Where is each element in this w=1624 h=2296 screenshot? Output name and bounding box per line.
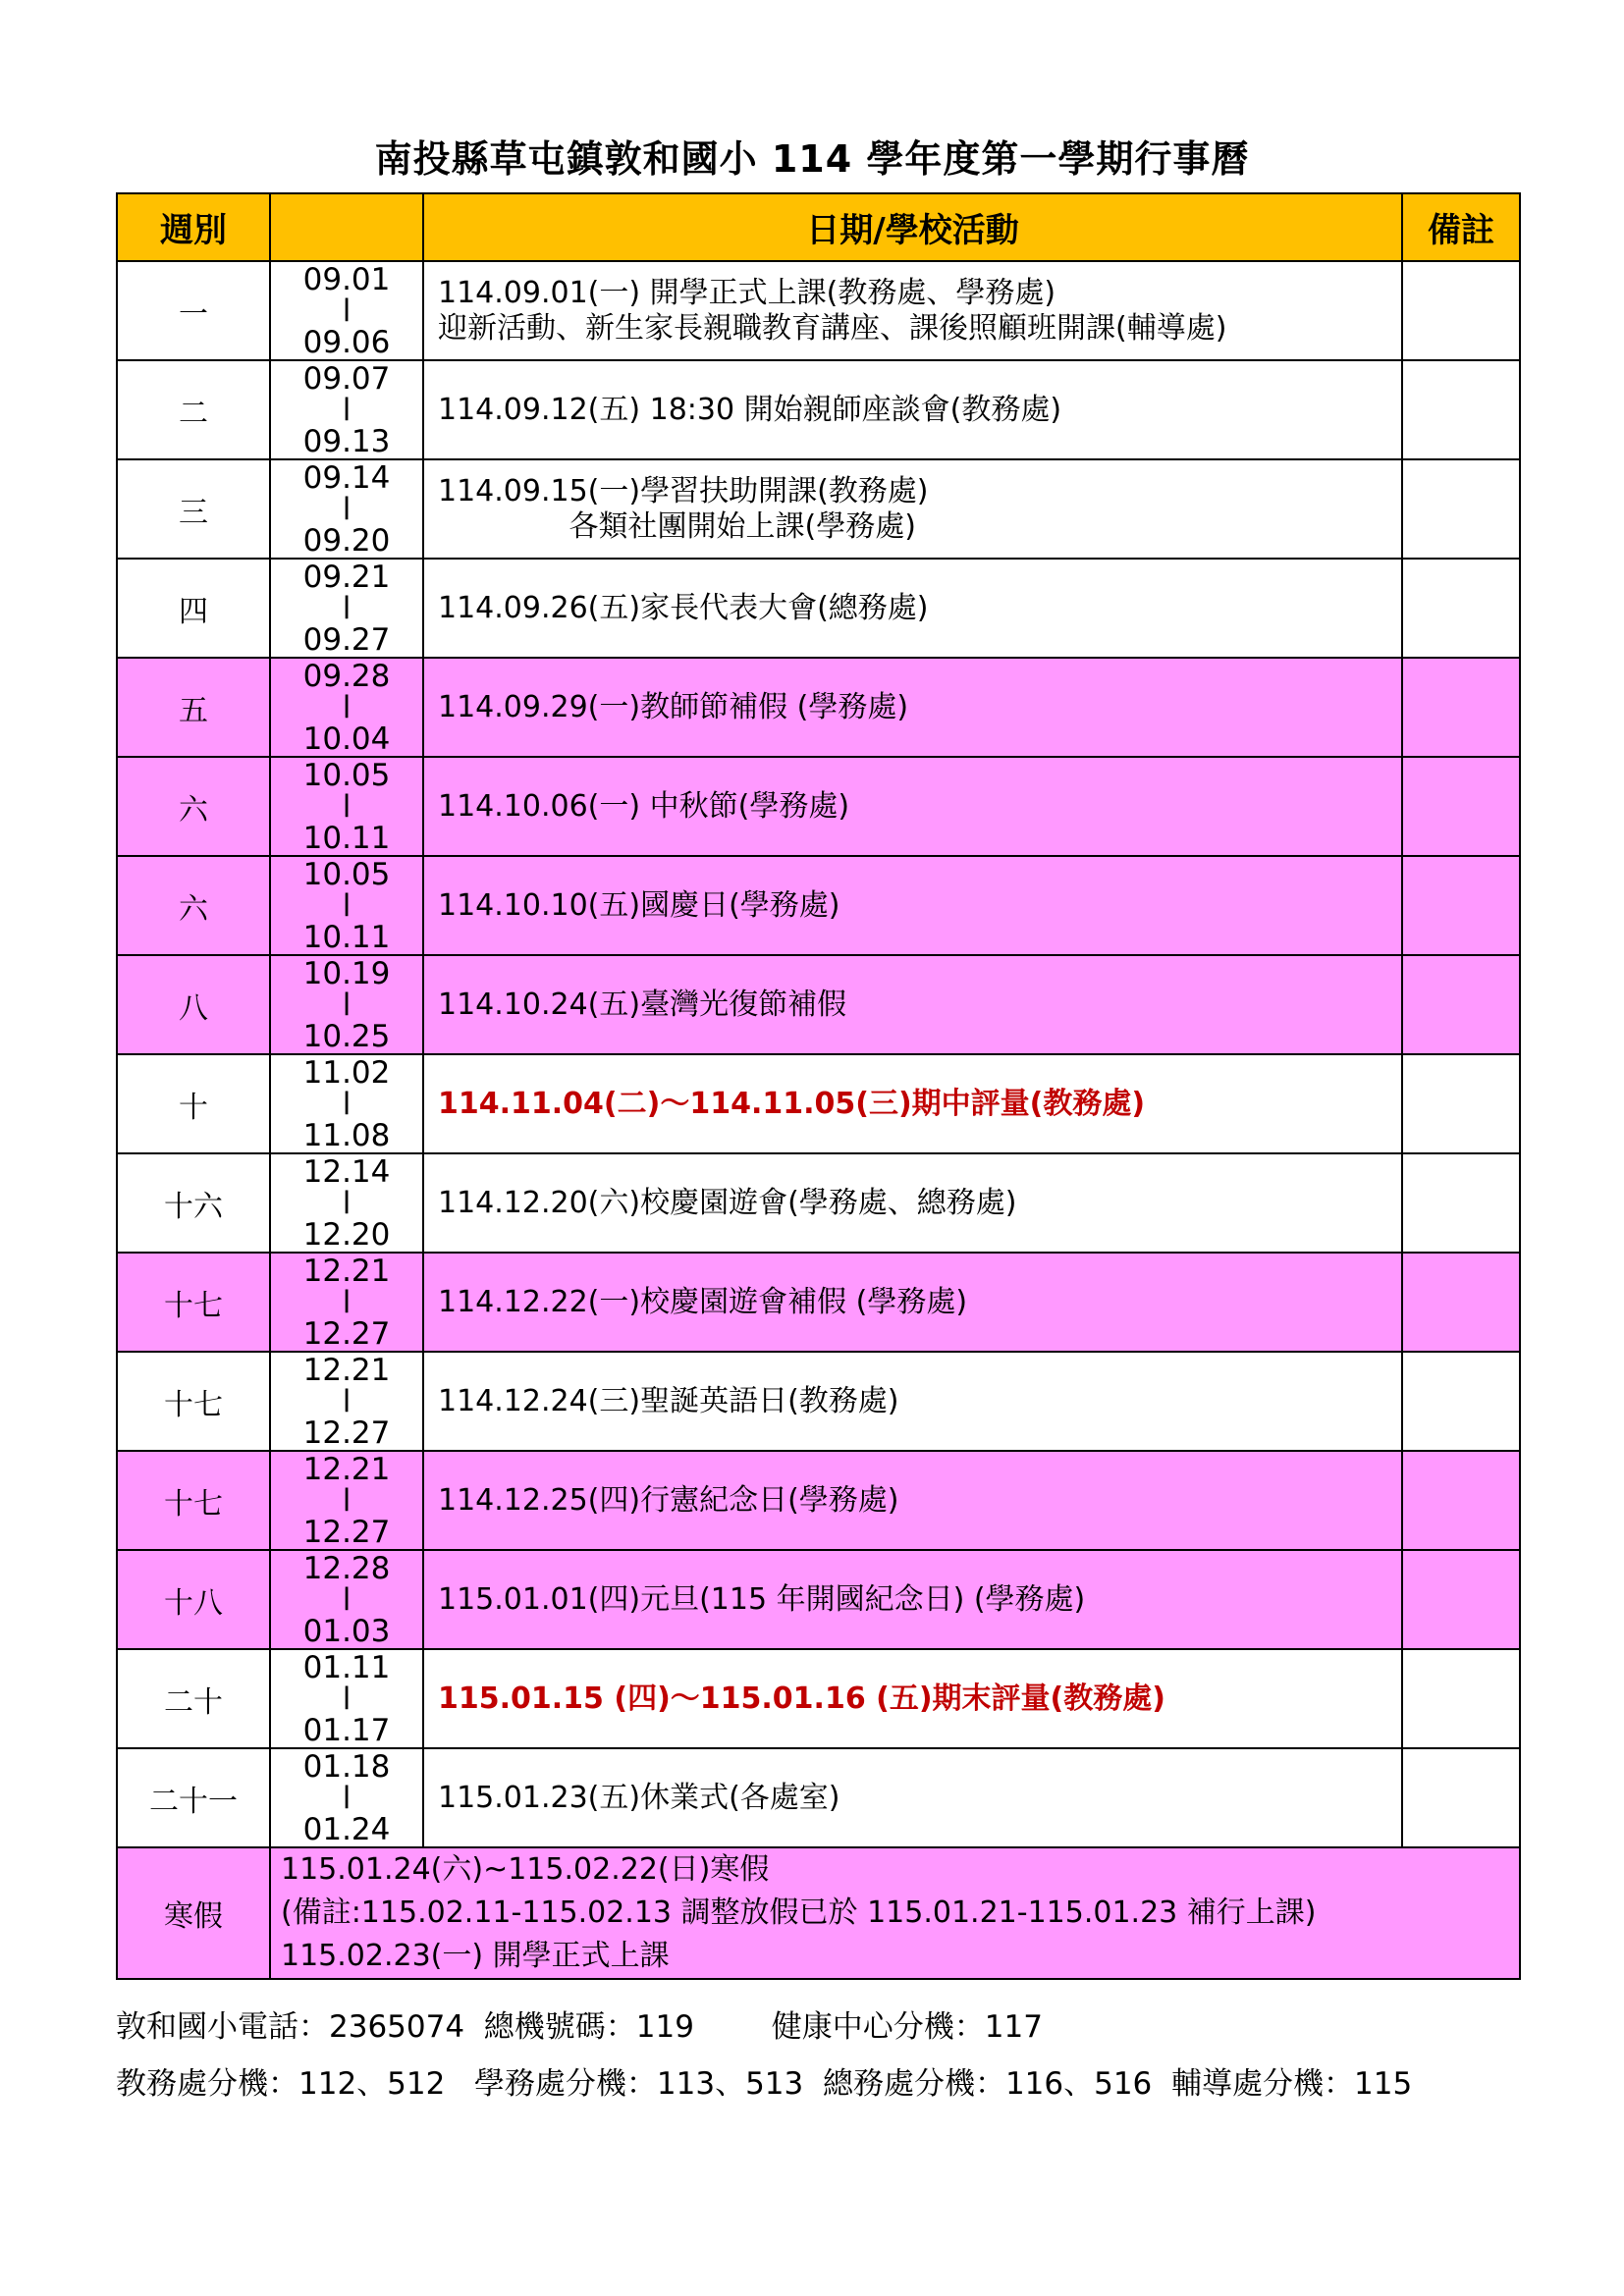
activity-cell: 114.12.20(六)校慶園遊會(學務處、總務處) <box>423 1153 1402 1253</box>
table-header-row <box>117 193 1520 261</box>
table-row <box>117 1649 1520 1748</box>
date-range-end: 12.27 <box>302 1415 391 1451</box>
table-row <box>117 658 1520 757</box>
note-cell <box>1402 360 1520 459</box>
date-range-sep: l <box>342 491 352 527</box>
week-cell: 十 <box>117 1054 270 1153</box>
table-row <box>117 955 1520 1054</box>
date-range-end: 09.27 <box>302 621 391 658</box>
week-cell: 三 <box>117 459 270 559</box>
note-cell <box>1402 1550 1520 1649</box>
date-range-cell <box>270 1649 423 1748</box>
winter-break-row <box>117 1847 1520 1979</box>
date-range-cell <box>270 955 423 1054</box>
note-cell <box>1402 955 1520 1054</box>
date-range-start: 12.21 <box>302 1352 391 1388</box>
winter-break-line2: (備註:115.02.11-115.02.13 調整放假已於 115.01.21-115.01.23 補行上課) <box>281 1896 1317 1930</box>
school-calendar-table <box>116 192 1521 1980</box>
date-range-end: 10.11 <box>302 919 391 955</box>
date-range-sep: l <box>342 1086 352 1122</box>
date-range-start: 12.14 <box>302 1153 391 1190</box>
date-range-end: 10.25 <box>302 1018 391 1054</box>
date-range-start: 01.18 <box>302 1748 391 1785</box>
header-activity: 日期/學校活動 <box>423 193 1402 261</box>
activity-cell: 114.09.12(五) 18:30 開始親師座談會(教務處) <box>423 360 1402 459</box>
week-cell: 十八 <box>117 1550 270 1649</box>
date-range-cell <box>270 757 423 856</box>
activity-cell: 114.10.10(五)國慶日(學務處) <box>423 856 1402 955</box>
date-range-start: 01.11 <box>302 1649 391 1685</box>
date-range-start: 10.19 <box>302 955 391 991</box>
table-row <box>117 856 1520 955</box>
date-range-cell <box>270 856 423 955</box>
date-range-cell <box>270 261 423 360</box>
date-range-start: 09.28 <box>302 658 391 694</box>
activity-cell: 114.09.26(五)家長代表大會(總務處) <box>423 559 1402 658</box>
week-cell: 一 <box>117 261 270 360</box>
table-body <box>117 261 1520 1979</box>
date-range-start: 11.02 <box>302 1054 391 1091</box>
week-cell: 八 <box>117 955 270 1054</box>
week-cell: 二十一 <box>117 1748 270 1847</box>
date-range-sep: l <box>342 1581 352 1618</box>
activity-cell: 114.10.06(一) 中秋節(學務處) <box>423 757 1402 856</box>
week-cell: 十七 <box>117 1352 270 1451</box>
date-range-end: 09.13 <box>302 423 391 459</box>
winter-break-line1: 115.01.24(六)~115.02.22(日)寒假 <box>281 1852 770 1887</box>
date-range-start: 09.07 <box>302 360 391 397</box>
activity-cell: 114.09.29(一)教師節補假 (學務處) <box>423 658 1402 757</box>
date-range-start: 12.28 <box>302 1550 391 1586</box>
date-range-start: 10.05 <box>302 757 391 793</box>
date-range-start: 12.21 <box>302 1253 391 1289</box>
activity-cell: 114.12.24(三)聖誕英語日(教務處) <box>423 1352 1402 1451</box>
date-range-start: 09.14 <box>302 459 391 496</box>
date-range-sep: l <box>342 987 352 1023</box>
header-note: 備註 <box>1402 193 1520 261</box>
note-cell <box>1402 856 1520 955</box>
activity-cell: 114.11.04(二)～114.11.05(三)期中評量(教務處) <box>423 1054 1402 1153</box>
winter-break-line3: 115.02.23(一) 開學正式上課 <box>281 1939 670 1973</box>
note-cell <box>1402 459 1520 559</box>
note-cell <box>1402 1352 1520 1451</box>
note-cell <box>1402 1054 1520 1153</box>
table-row <box>117 1451 1520 1550</box>
activity-cell: 114.10.24(五)臺灣光復節補假 <box>423 955 1402 1054</box>
date-range-cell <box>270 1451 423 1550</box>
week-cell: 五 <box>117 658 270 757</box>
date-range-cell <box>270 1352 423 1451</box>
date-range-cell <box>270 1153 423 1253</box>
date-range-end: 09.06 <box>302 324 391 360</box>
date-range-sep: l <box>342 1780 352 1816</box>
table-row <box>117 1352 1520 1451</box>
activity-cell: 114.12.25(四)行憲紀念日(學務處) <box>423 1451 1402 1550</box>
date-range-sep: l <box>342 1185 352 1221</box>
table-row <box>117 757 1520 856</box>
date-range-start: 12.21 <box>302 1451 391 1487</box>
date-range-sep: l <box>342 590 352 626</box>
note-cell <box>1402 261 1520 360</box>
activity-cell: 115.01.15 (四)～115.01.16 (五)期末評量(教務處) <box>423 1649 1402 1748</box>
note-cell <box>1402 1748 1520 1847</box>
table-row <box>117 1748 1520 1847</box>
date-range-sep: l <box>342 1383 352 1419</box>
date-range-end: 01.03 <box>302 1613 391 1649</box>
activity-cell: 115.01.01(四)元旦(115 年開國紀念日) (學務處) <box>423 1550 1402 1649</box>
week-cell: 二 <box>117 360 270 459</box>
page-title: 南投縣草屯鎮敦和國小 114 學年度第一學期行事曆 <box>374 137 1250 181</box>
table-row <box>117 1550 1520 1649</box>
table-row <box>117 459 1520 559</box>
week-cell: 二十 <box>117 1649 270 1748</box>
note-cell <box>1402 1253 1520 1352</box>
week-cell: 十六 <box>117 1153 270 1253</box>
activity-cell: 114.09.01(一) 開學正式上課(教務處、學務處) 迎新活動、新生家長親職教育講座、課後照顧班開課(輔導處) <box>423 261 1402 360</box>
header-date-range <box>270 193 423 261</box>
date-range-sep: l <box>342 788 352 825</box>
table-row <box>117 1253 1520 1352</box>
header-week: 週別 <box>117 193 270 261</box>
table-row <box>117 261 1520 360</box>
table-row <box>117 360 1520 459</box>
note-cell <box>1402 658 1520 757</box>
activity-cell: 114.09.15(一)學習扶助開課(教務處) 各類社團開始上課(學務處) <box>423 459 1402 559</box>
date-range-end: 11.08 <box>302 1117 391 1153</box>
date-range-end: 01.24 <box>302 1811 391 1847</box>
footer-phone-line: 敦和國小電話：2365074 總機號碼：119 健康中心分機：117 <box>116 2009 1043 2045</box>
date-range-sep: l <box>342 1681 352 1717</box>
winter-break-description <box>270 1847 1520 1979</box>
activity-cell: 115.01.23(五)休業式(各處室) <box>423 1748 1402 1847</box>
week-cell: 十七 <box>117 1451 270 1550</box>
date-range-end: 10.11 <box>302 820 391 856</box>
week-cell: 四 <box>117 559 270 658</box>
note-cell <box>1402 559 1520 658</box>
date-range-sep: l <box>342 293 352 329</box>
footer-extension-line: 教務處分機：112、512 學務處分機：113、513 總務處分機：116、516 輔導處分機：115 <box>116 2066 1413 2102</box>
date-range-cell <box>270 1253 423 1352</box>
date-range-cell <box>270 459 423 559</box>
activity-cell: 114.12.22(一)校慶園遊會補假 (學務處) <box>423 1253 1402 1352</box>
note-cell <box>1402 1451 1520 1550</box>
date-range-sep: l <box>342 1482 352 1519</box>
date-range-start: 09.01 <box>302 261 391 297</box>
date-range-end: 10.04 <box>302 721 391 757</box>
date-range-sep: l <box>342 689 352 725</box>
date-range-end: 12.27 <box>302 1315 391 1352</box>
date-range-cell <box>270 360 423 459</box>
note-cell <box>1402 1153 1520 1253</box>
table-row <box>117 559 1520 658</box>
note-cell <box>1402 757 1520 856</box>
date-range-cell <box>270 1054 423 1153</box>
date-range-sep: l <box>342 887 352 924</box>
date-range-start: 10.05 <box>302 856 391 892</box>
date-range-sep: l <box>342 1284 352 1320</box>
date-range-end: 09.20 <box>302 522 391 559</box>
date-range-cell <box>270 1550 423 1649</box>
week-cell: 十七 <box>117 1253 270 1352</box>
note-cell <box>1402 1649 1520 1748</box>
table-row <box>117 1054 1520 1153</box>
week-cell: 六 <box>117 757 270 856</box>
table-row <box>117 1153 1520 1253</box>
winter-break-label: 寒假 <box>117 1847 270 1979</box>
week-cell: 六 <box>117 856 270 955</box>
date-range-end: 12.20 <box>302 1216 391 1253</box>
date-range-end: 01.17 <box>302 1712 391 1748</box>
date-range-end: 12.27 <box>302 1514 391 1550</box>
date-range-start: 09.21 <box>302 559 391 595</box>
date-range-sep: l <box>342 392 352 428</box>
date-range-cell <box>270 1748 423 1847</box>
date-range-cell <box>270 658 423 757</box>
date-range-cell <box>270 559 423 658</box>
